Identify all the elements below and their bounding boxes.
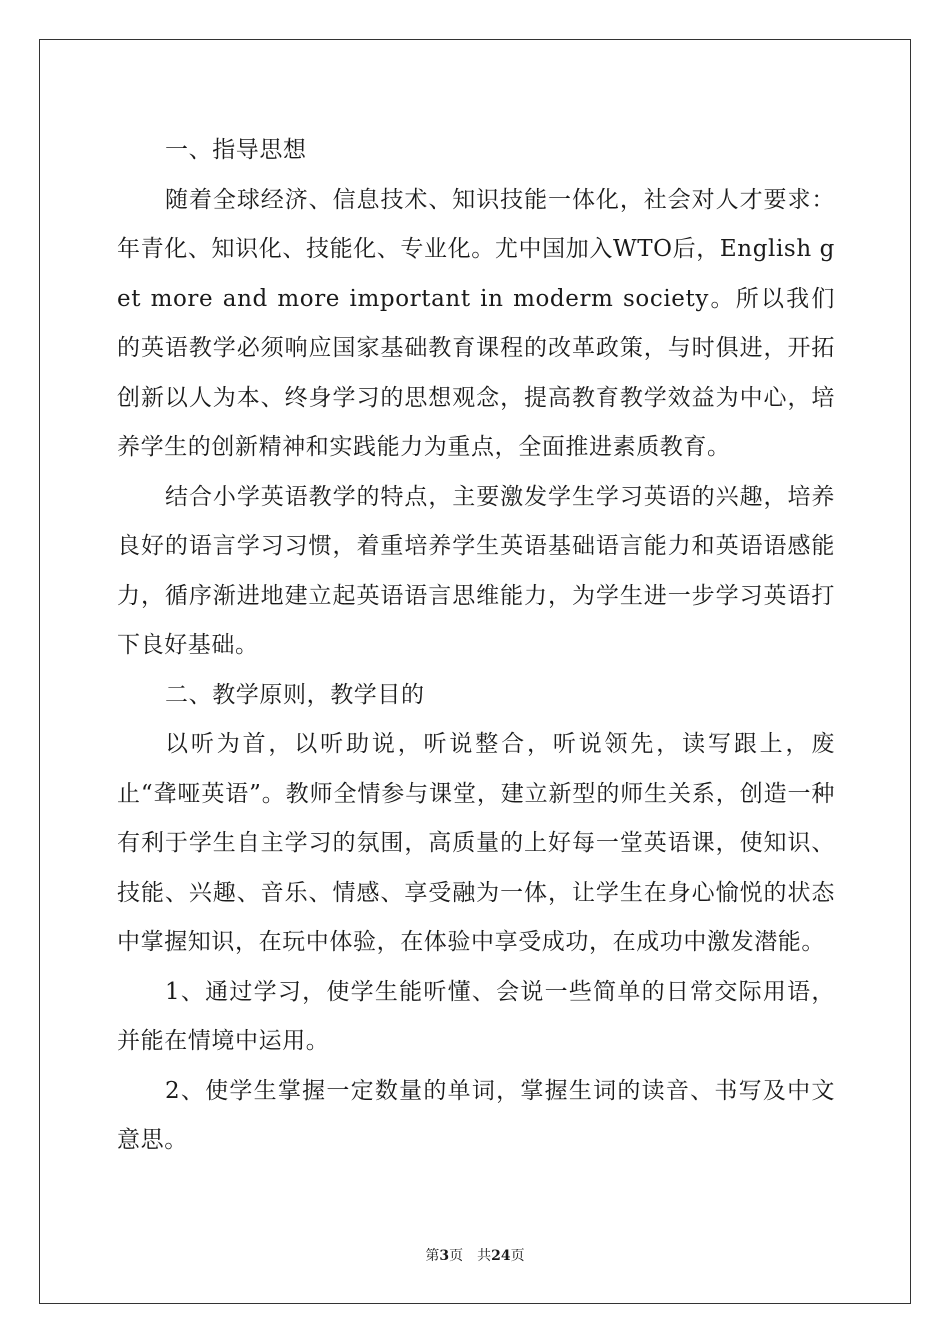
total-page-count: 24: [491, 1248, 511, 1264]
section-heading-guiding-thought: 一、指导思想: [165, 137, 307, 163]
page-prefix: 第: [425, 1248, 440, 1264]
list-item-objective-1: 1、通过学习，使学生能听懂、会说一些简单的日常交际用语，并能在情境中运用。: [117, 978, 835, 1054]
section-heading-principles: 二、教学原则，教学目的: [165, 681, 425, 708]
list-item-objective-2: 2、使学生掌握一定数量的单词，掌握生词的读音、书写及中文意思。: [117, 1077, 835, 1153]
paragraph-principles: 以听为首，以听助说，听说整合，听说领先，读写跟上，废止“聋哑英语”。教师全情参与课堂，建立新型的师生关系，创造一种有利于学生自主学习的氛围，高质量的上好每一堂英语课，使知识、技能、兴趣、音乐、情感、享受融为一体，让学生在身心愉悦的状态中掌握知识，在玩中体验，在体验中享受成功，在成功中激发潜能。: [117, 731, 835, 955]
paragraph-primary-english-goals: 结合小学英语教学的特点，主要激发学生学习英语的兴趣，培养良好的语言学习习惯，着重培养学生英语基础语言能力和英语语感能力，循序渐进地建立起英语语言思维能力，为学生进一步学习英语打下良好基础。: [117, 483, 835, 658]
page-suffix: 页: [449, 1248, 464, 1264]
total-prefix: 共: [477, 1248, 492, 1264]
page-footer: [0, 1245, 950, 1265]
document-body: [117, 126, 835, 1166]
current-page-number: 3: [439, 1248, 450, 1264]
total-suffix: 页: [510, 1248, 525, 1264]
paragraph-background: 随着全球经济、信息技术、知识技能一体化，社会对人才要求：年青化、知识化、技能化、专业化。尤中国加入WTO后，English get more and more important in moderm society。所以我们的英语教学必须响应国家基础教育课程的改革政策，与时俱进，开拓创新以人为本、终身学习的思想观念，提高教育教学效益为中心，培养学生的创新精神和实践能力为重点，全面推进素质教育。: [117, 186, 835, 460]
